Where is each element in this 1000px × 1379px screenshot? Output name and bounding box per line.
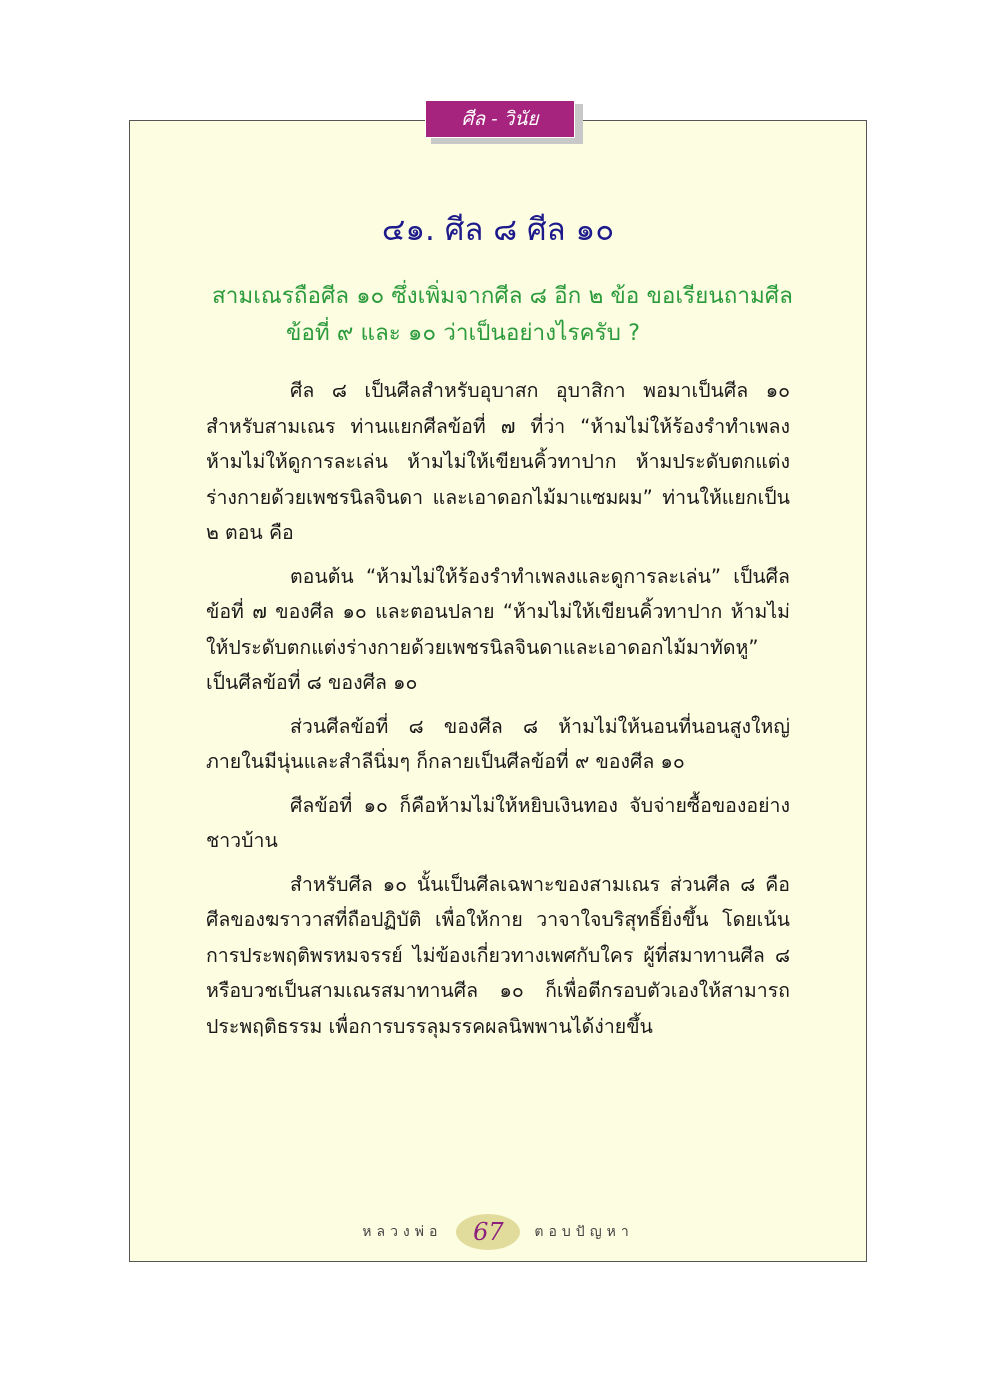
answer-paragraph: ส่วนศีลข้อที่ ๘ ของศีล ๘ ห้ามไม่ให้นอนที่นอนสูงใหญ่ ภายในมีนุ่นและสำลีนิ่มๆ ก็กลายเป็นศีลข้อที่ ๙ ของศีล ๑๐ [206, 714, 790, 773]
page-number: 67 [473, 1218, 504, 1246]
answer-paragraph: ตอนต้น “ห้ามไม่ให้ร้องรำทำเพลงและดูการละเล่น” เป็นศีลข้อที่ ๗ ของศีล ๑๐ และตอนปลาย “ห้ามไม่ให้เขียนคิ้วทาปาก ห้ามไม่ให้ประดับตกแต่งร่างกายด้วยเพชรนิลจินดาและเอาดอกไม้มาทัดหู” เป็นศีลข้อที่ ๘ ของศีล ๑๐ [206, 564, 790, 694]
answer-body [206, 373, 790, 1052]
page-number-badge [456, 1214, 520, 1250]
answer-paragraph: ศีลข้อที่ ๑๐ ก็คือห้ามไม่ให้หยิบเงินทอง จับจ่ายซื้อของอย่างชาวบ้าน [206, 793, 790, 852]
footer-right-text: ตอบปัญหา [534, 1224, 634, 1240]
answer-paragraph: ศีล ๘ เป็นศีลสำหรับอุบาสก อุบาสิกา พอมาเป็นศีล ๑๐ สำหรับสามเณร ท่านแยกศีลข้อที่ ๗ ที่ว่า “ห้ามไม่ให้ร้องรำทำเพลง ห้ามไม่ให้ดูการละเล่น ห้ามไม่ให้เขียนคิ้วทาปาก ห้ามประดับตกแต่งร่างกายด้วยเพชรนิลจินดา และเอาดอกไม้มาแซมผม” ท่านให้แยกเป็น ๒ ตอน คือ [206, 379, 790, 544]
section-tab-label: ศีล - วินัย [461, 108, 539, 130]
question [212, 278, 802, 352]
answer-paragraph: สำหรับศีล ๑๐ นั้นเป็นศีลเฉพาะของสามเณร ส่วนศีล ๘ คือศีลของฆราวาสที่ถือปฏิบัติ เพื่อให้กาย วาจาใจบริสุทธิ์ยิ่งขึ้น โดยเน้นการประพฤติพรหมจรรย์ ไม่ข้องเกี่ยวทางเพศกับใคร ผู้ที่สมาทานศีล ๘ หรือบวชเป็นสามเณรสมาทานศีล ๑๐ ก็เพื่อตีกรอบตัวเองให้สามารถประพฤติธรรม เพื่อการบรรลุมรรคผลนิพพานได้ง่ายขึ้น [206, 872, 790, 1038]
article-title: ๔๑. ศีล ๘ ศีล ๑๐ [381, 212, 615, 248]
page-footer [129, 1212, 867, 1252]
section-tab [425, 100, 575, 138]
question-line-2: ข้อที่ ๙ และ ๑๐ ว่าเป็นอย่างไรครับ ? [286, 320, 641, 346]
footer-left-text: หลวงพ่อ [362, 1224, 443, 1240]
question-line-1: สามเณรถือศีล ๑๐ ซึ่งเพิ่มจากศีล ๘ อีก ๒ ข้อ ขอเรียนถามศีล [212, 283, 793, 309]
